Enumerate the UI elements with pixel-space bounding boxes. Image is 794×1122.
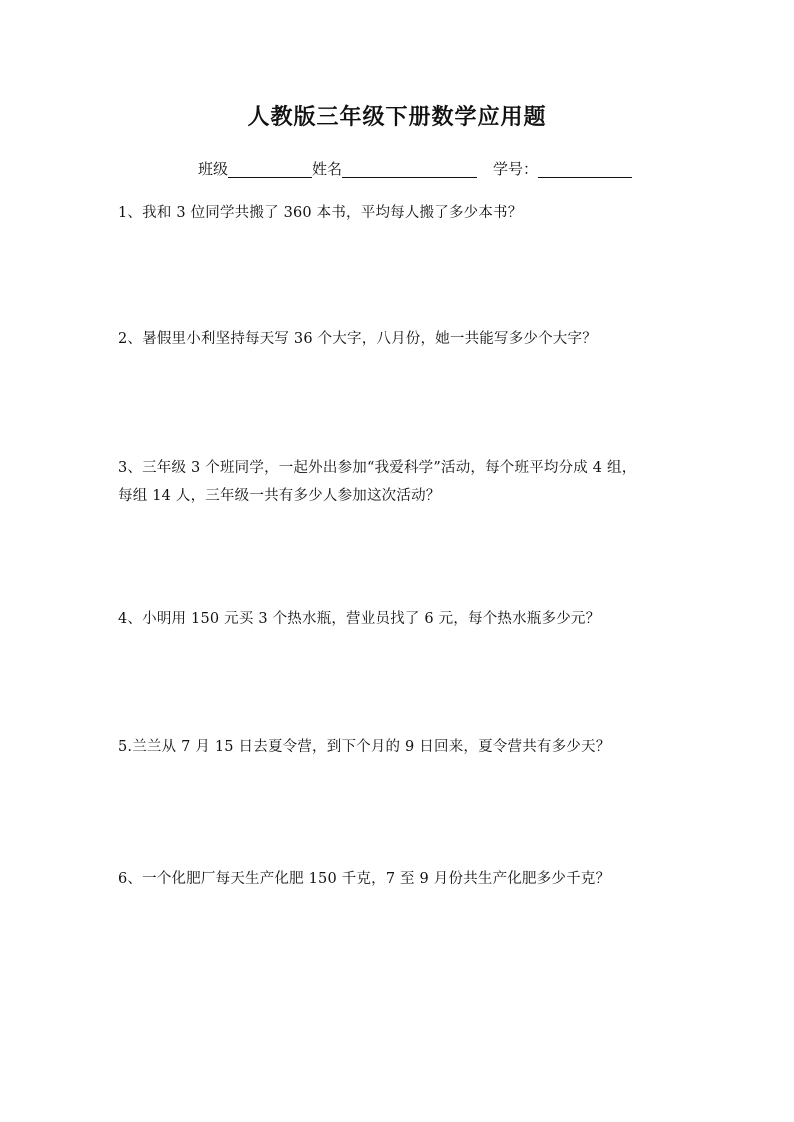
- worksheet-title: 人教版三年级下册数学应用题: [247, 105, 547, 130]
- question-text: 1、我和 3 位同学共搬了 360 本书，平均每人搬了多少本书？: [118, 205, 523, 221]
- student-number-label: 学号：: [493, 160, 539, 178]
- name-label: 姓名: [312, 160, 343, 178]
- question-5: [118, 733, 678, 761]
- student-info-line: [198, 158, 632, 179]
- class-blank[interactable]: [228, 161, 312, 178]
- question-1: [118, 199, 678, 227]
- class-label: 班级: [198, 160, 229, 178]
- student-number-blank[interactable]: [538, 161, 632, 178]
- question-2: [118, 325, 678, 353]
- question-text: 5.兰兰从 7 月 15 日去夏令营，到下个月的 9 日回来，夏令营共有多少天？: [118, 739, 611, 755]
- question-6: [118, 865, 678, 893]
- question-text: 4、小明用 150 元买 3 个热水瓶，营业员找了 6 元，每个热水瓶多少元？: [118, 611, 601, 627]
- question-text-continued: 每组 14 人，三年级一共有多少人参加这次活动？: [118, 488, 441, 504]
- question-text: 2、暑假里小利坚持每天写 36 个大字，八月份，她一共能写多少个大字？: [118, 331, 597, 347]
- question-text: 3、三年级 3 个班同学，一起外出参加“我爱科学”活动，每个班平均分成 4 组，: [118, 460, 637, 476]
- question-3: [118, 454, 678, 510]
- question-text: 6、一个化肥厂每天生产化肥 150 千克，7 至 9 月份共生产化肥多少千克？: [118, 871, 611, 887]
- question-4: [118, 605, 678, 633]
- name-blank[interactable]: [342, 161, 477, 178]
